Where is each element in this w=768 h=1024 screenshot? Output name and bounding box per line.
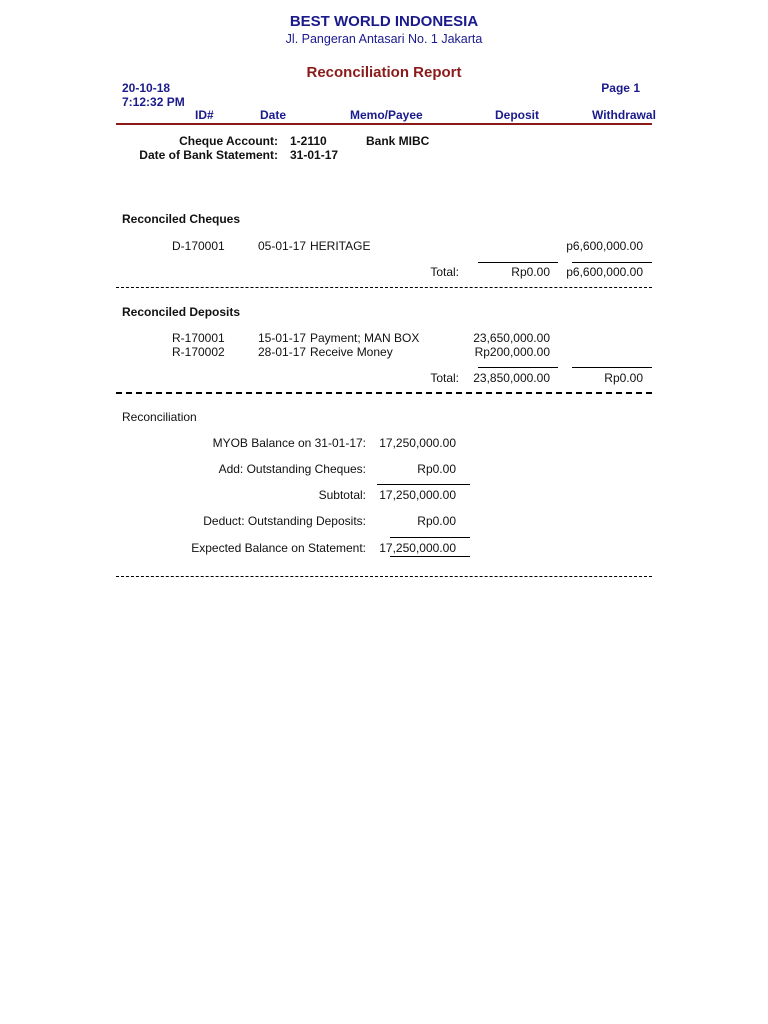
row-memo: HERITAGE	[310, 239, 371, 253]
cheques-total-label: Total:	[430, 265, 459, 279]
row-deposit: Rp200,000.00	[474, 345, 550, 359]
myob-balance-value: 17,250,000.00	[379, 436, 456, 450]
outstanding-cheques-label: Add: Outstanding Cheques:	[218, 462, 366, 476]
company-address: Jl. Pangeran Antasari No. 1 Jakarta	[285, 32, 483, 46]
section-divider	[116, 576, 652, 577]
column-header-id: ID#	[195, 108, 214, 122]
deposits-total-label: Total:	[430, 371, 459, 385]
withdrawal-total-rule	[572, 367, 652, 368]
expected-balance-value: 17,250,000.00	[379, 541, 456, 555]
subtotal-label: Subtotal:	[318, 488, 366, 502]
deposit-total-rule	[478, 262, 558, 263]
deposit-total-rule	[478, 367, 558, 368]
bank-name: Bank MIBC	[366, 134, 430, 148]
row-memo: Payment; MAN BOX	[310, 331, 420, 345]
company-name: BEST WORLD INDONESIA	[289, 13, 479, 30]
outstanding-cheques-value: Rp0.00	[417, 462, 456, 476]
row-date: 28-01-17	[258, 345, 307, 359]
column-header-date: Date	[260, 108, 287, 122]
reconciliation-heading: Reconciliation	[122, 410, 197, 424]
expected-balance-top-rule	[390, 537, 470, 538]
column-header-deposit: Deposit	[495, 108, 540, 122]
subtotal-value: 17,250,000.00	[379, 488, 456, 502]
page-number: Page 1	[601, 81, 640, 95]
cheque-account-value: 1-2110	[290, 134, 327, 148]
report-time: 7:12:32 PM	[122, 95, 185, 109]
row-id: R-170002	[172, 345, 225, 359]
cheques-total-deposit: Rp0.00	[511, 265, 550, 279]
cheque-account-label: Cheque Account:	[179, 134, 278, 148]
reconciled-cheques-heading: Reconciled Cheques	[122, 212, 241, 226]
reconciled-deposits-heading: Reconciled Deposits	[122, 305, 241, 319]
header-divider	[116, 123, 652, 125]
row-deposit: 23,650,000.00	[473, 331, 550, 345]
cheques-total-withdrawal: p6,600,000.00	[566, 265, 643, 279]
row-withdrawal: p6,600,000.00	[566, 239, 643, 253]
report-date: 20-10-18	[122, 81, 171, 95]
myob-balance-label: MYOB Balance on 31-01-17:	[212, 436, 366, 450]
column-header-memo: Memo/Payee	[350, 108, 423, 122]
column-header-withdrawal: Withdrawal	[592, 108, 656, 122]
expected-balance-label: Expected Balance on Statement:	[191, 541, 366, 555]
bank-statement-date-label: Date of Bank Statement:	[139, 148, 278, 162]
section-divider	[116, 392, 652, 394]
deposits-total-withdrawal: Rp0.00	[604, 371, 643, 385]
withdrawal-total-rule	[572, 262, 652, 263]
bank-statement-date-value: 31-01-17	[290, 148, 339, 162]
row-memo: Receive Money	[310, 345, 393, 359]
outstanding-deposits-label: Deduct: Outstanding Deposits:	[203, 514, 366, 528]
deposits-total-deposit: 23,850,000.00	[473, 371, 550, 385]
section-divider	[116, 287, 652, 288]
row-date: 15-01-17	[258, 331, 307, 345]
report-title: Reconciliation Report	[306, 64, 462, 81]
subtotal-rule	[377, 484, 470, 485]
expected-balance-bottom-rule	[390, 556, 470, 557]
row-date: 05-01-17	[258, 239, 307, 253]
row-id: R-170001	[172, 331, 225, 345]
row-id: D-170001	[172, 239, 225, 253]
outstanding-deposits-value: Rp0.00	[417, 514, 456, 528]
